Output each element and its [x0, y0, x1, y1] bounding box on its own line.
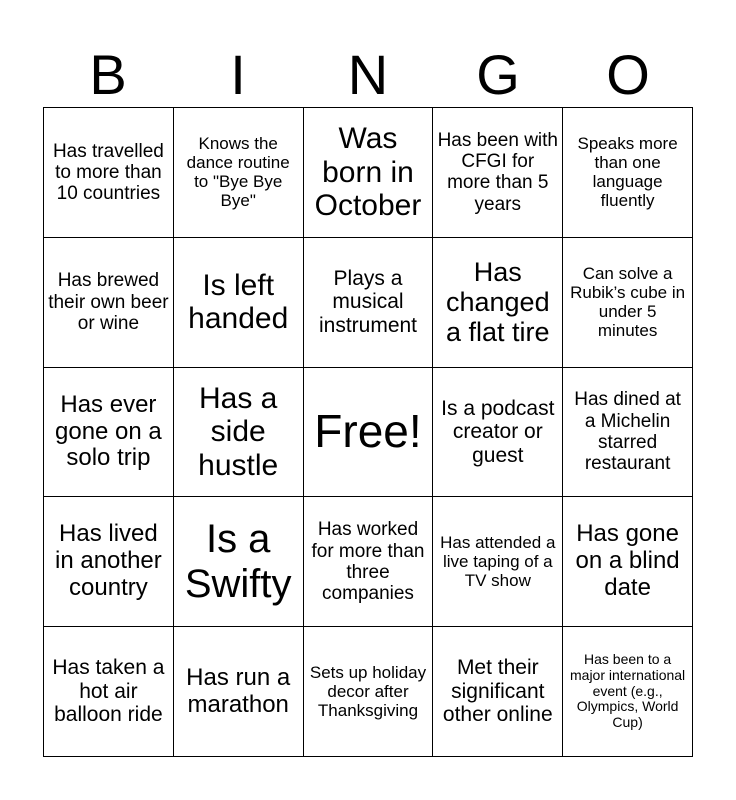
- bingo-cell-text: Is a Swifty: [184, 516, 292, 606]
- bingo-cell-text: Has gone on a blind date: [575, 520, 680, 602]
- bingo-cell-text: Has taken a hot air balloon ride: [52, 656, 165, 727]
- bingo-cell-text: Has run a marathon: [186, 663, 291, 718]
- bingo-cell-r4c2[interactable]: [174, 497, 304, 627]
- bingo-cell-text: Knows the dance routine to "Bye Bye Bye": [186, 134, 290, 211]
- bingo-cell-r5c5[interactable]: [563, 627, 693, 757]
- bingo-cell-text: Can solve a Rubik’s cube in under 5 minutes: [570, 264, 686, 341]
- bingo-cell-r1c5[interactable]: [563, 108, 693, 238]
- bingo-cell-text: Free!: [314, 405, 422, 458]
- bingo-cell-r5c3[interactable]: [304, 627, 434, 757]
- bingo-card-grid: [43, 107, 693, 757]
- bingo-cell-r2c3[interactable]: [304, 238, 434, 368]
- title-letter-i: I: [230, 43, 246, 106]
- bingo-cell-text: Has attended a live taping of a TV show: [440, 533, 556, 591]
- bingo-cell-r5c4[interactable]: [433, 627, 563, 757]
- bingo-cell-free[interactable]: [304, 368, 434, 498]
- bingo-cell-r1c2[interactable]: [174, 108, 304, 238]
- bingo-cell-text: Has brewed their own beer or wine: [48, 270, 169, 334]
- bingo-cell-r3c4[interactable]: [433, 368, 563, 498]
- bingo-cell-text: Has ever gone on a solo trip: [55, 390, 162, 472]
- bingo-cell-r1c3[interactable]: [304, 108, 434, 238]
- bingo-cell-text: Has been with CFGI for more than 5 years: [437, 129, 558, 215]
- bingo-cell-text: Met their significant other online: [442, 656, 553, 727]
- bingo-cell-text: Is left handed: [188, 268, 289, 336]
- bingo-cell-text: Has been to a major international event (e.g., Olympics, World Cup): [570, 651, 686, 731]
- bingo-cell-r4c3[interactable]: [304, 497, 434, 627]
- bingo-cell-r2c1[interactable]: [44, 238, 174, 368]
- bingo-cell-r1c4[interactable]: [433, 108, 563, 238]
- bingo-cell-text: Sets up holiday decor after Thanksgiving: [309, 663, 427, 721]
- title-letter-o: O: [606, 43, 650, 106]
- bingo-cell-r3c2[interactable]: [174, 368, 304, 498]
- bingo-cell-r2c4[interactable]: [433, 238, 563, 368]
- bingo-cell-text: Has dined at a Michelin starred restaurant: [574, 389, 681, 475]
- bingo-cell-text: Has travelled to more than 10 countries: [52, 140, 164, 205]
- title-letter-b: B: [89, 43, 127, 106]
- bingo-title: [43, 44, 693, 106]
- bingo-cell-r1c1[interactable]: [44, 108, 174, 238]
- bingo-cell-r2c2[interactable]: [174, 238, 304, 368]
- bingo-cell-r5c1[interactable]: [44, 627, 174, 757]
- bingo-cell-text: Is a podcast creator or guest: [441, 396, 555, 467]
- bingo-cell-text: Was born in October: [314, 122, 422, 223]
- bingo-cell-r4c1[interactable]: [44, 497, 174, 627]
- bingo-cell-r3c5[interactable]: [563, 368, 693, 498]
- bingo-cell-r4c4[interactable]: [433, 497, 563, 627]
- bingo-cell-r4c5[interactable]: [563, 497, 693, 627]
- bingo-cell-r2c5[interactable]: [563, 238, 693, 368]
- bingo-cell-r3c1[interactable]: [44, 368, 174, 498]
- bingo-cell-text: Has lived in another country: [55, 520, 162, 602]
- bingo-cell-text: Has worked for more than three companies: [311, 519, 425, 605]
- bingo-cell-text: Has changed a flat tire: [445, 256, 550, 348]
- bingo-cell-r5c2[interactable]: [174, 627, 304, 757]
- title-letter-n: N: [347, 43, 389, 106]
- bingo-cell-text: Speaks more than one language fluently: [577, 134, 678, 211]
- title-letter-g: G: [476, 43, 520, 106]
- bingo-cell-text: Plays a musical instrument: [318, 266, 418, 337]
- bingo-cell-text: Has a side hustle: [198, 381, 279, 482]
